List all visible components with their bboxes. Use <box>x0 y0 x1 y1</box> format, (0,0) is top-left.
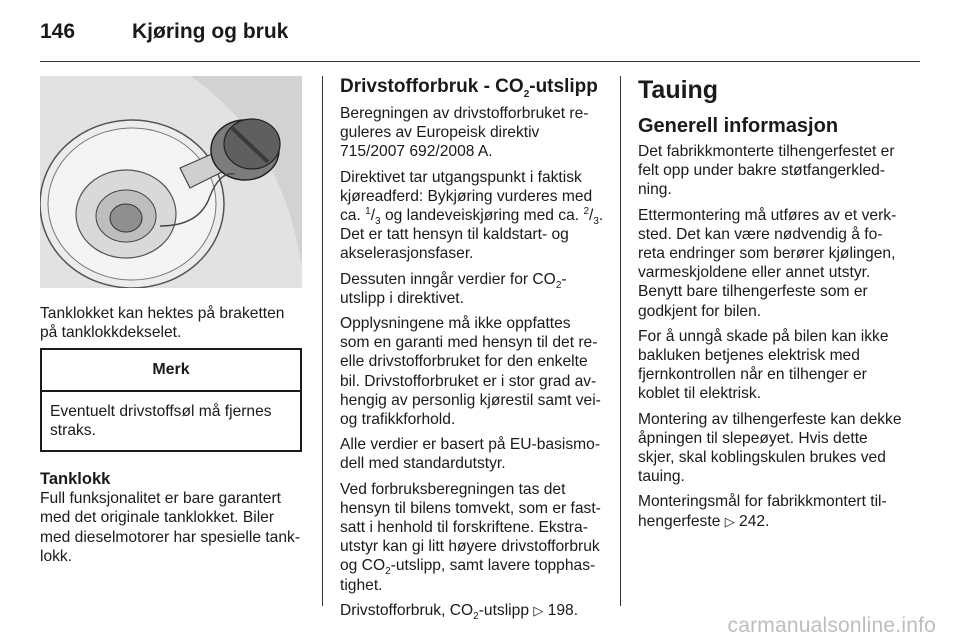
reference-arrow-icon: ▷ <box>533 602 544 618</box>
paragraph-tailgate: For å unngå skade på bilen kan ikke bakluken betjenes elektrisk med fjernkontrollen når en tilhenger er koblet til elektrisk. <box>638 327 889 403</box>
reference-arrow-icon: ▷ <box>724 513 735 529</box>
section-heading-tauing: Tauing <box>638 76 719 104</box>
column-left <box>40 76 306 572</box>
page-number: 146 <box>40 20 76 43</box>
paragraph-kerb-weight: Ved forbruksberegningen tas det hensyn til bilens tomvekt, som er fastsatt i henhold til forskriftene. Ekstrautstyr kan gi litt høyere drivstofforbruk og $CO_2$-utslipp, samt lavere topphastighet. <box>340 480 601 594</box>
paragraph-tow-bar-folded: Det fabrikkmonterte tilhengerfestet er felt opp under bakre støtfangerkledning. <box>638 143 895 199</box>
paragraph-retrofit: Ettermontering må utføres av et verksted. Det kan være nødvendig å foreta endringer som berører kjølingen, varmeskjoldene eller annet utstyr. Benytt bare tilhengerfeste som er godkjent for bilen. <box>638 206 897 320</box>
figure-caption: Tanklokket kan hektes på braketten på tanklokkdekselet. <box>40 305 285 342</box>
column-middle <box>340 76 604 626</box>
paragraph-towing-eye: Montering av tilhengerfeste kan dekke åpningen til slepeøyet. Hvis dette skjer, skal koblingskulen brukes ved tauing. <box>638 410 902 486</box>
header-rule <box>40 61 920 62</box>
paragraph-eu-base-model: Alle verdier er basert på EU-basismodell med standardutstyr. <box>340 436 601 473</box>
column-divider-2 <box>620 76 621 606</box>
paragraph-no-guarantee: Opplysningene må ikke oppfattes som en garanti med hensyn til det reelle drivstofforbruket for den enkelte bil. Drivstofforbruket er i stor grad avhengig av personlig kjørestil samt vei- og trafikkforhold. <box>340 315 601 429</box>
column-right <box>638 76 902 537</box>
note-box <box>40 348 302 452</box>
paragraph-co2-values: Dessuten inngår verdier for $CO_2$-utslipp i direktivet. <box>340 270 567 307</box>
tanklokk-paragraph: Full funksjonalitet er bare garantert med det originale tanklokket. Biler med dieselmotorer har spesielle tanklokk. <box>40 490 301 565</box>
paragraph-driving-behaviour: Direktivet tar utgangspunkt i faktisk kjøreadferd: Bykjøring vurderes med ca. $^1/_3$ og landeveiskjøring med ca. $^2/_3$. Det er tatt hensyn til kaldstart- og akselerasjonsfaser. <box>340 168 604 263</box>
reference-link-242[interactable]: 242. <box>739 512 770 530</box>
section-heading-tanklokk: Tanklokk <box>40 470 111 489</box>
column-divider-1 <box>322 76 323 606</box>
note-body: Eventuelt drivstoffsøl må fjernes straks. <box>50 402 272 439</box>
subheading-general-info: Generell informasjon <box>638 115 839 137</box>
paragraph-reference-242: Monteringsmål for fabrikkmontert tilhengerfeste ▷ 242. <box>638 493 887 530</box>
paragraph-directive: Beregningen av drivstofforbruket reguleres av Europeisk direktiv 715/2007 692/2008 A. <box>340 105 589 161</box>
paragraph-reference-198: Drivstofforbruk, $CO_2$-utslipp ▷ 198. <box>340 601 579 622</box>
watermark-text: carmanualsonline.info <box>727 614 936 637</box>
chapter-title: Kjøring og bruk <box>132 20 289 43</box>
reference-link-198[interactable]: 198. <box>547 601 579 619</box>
page-header <box>40 14 920 54</box>
note-title: Merk <box>42 350 300 391</box>
fuel-filler-flap-drawing <box>40 76 302 288</box>
section-heading-fuel-consumption: Drivstofforbruk - $CO_2$-utslipp <box>340 76 598 100</box>
fuel-cap-illustration <box>40 76 302 288</box>
